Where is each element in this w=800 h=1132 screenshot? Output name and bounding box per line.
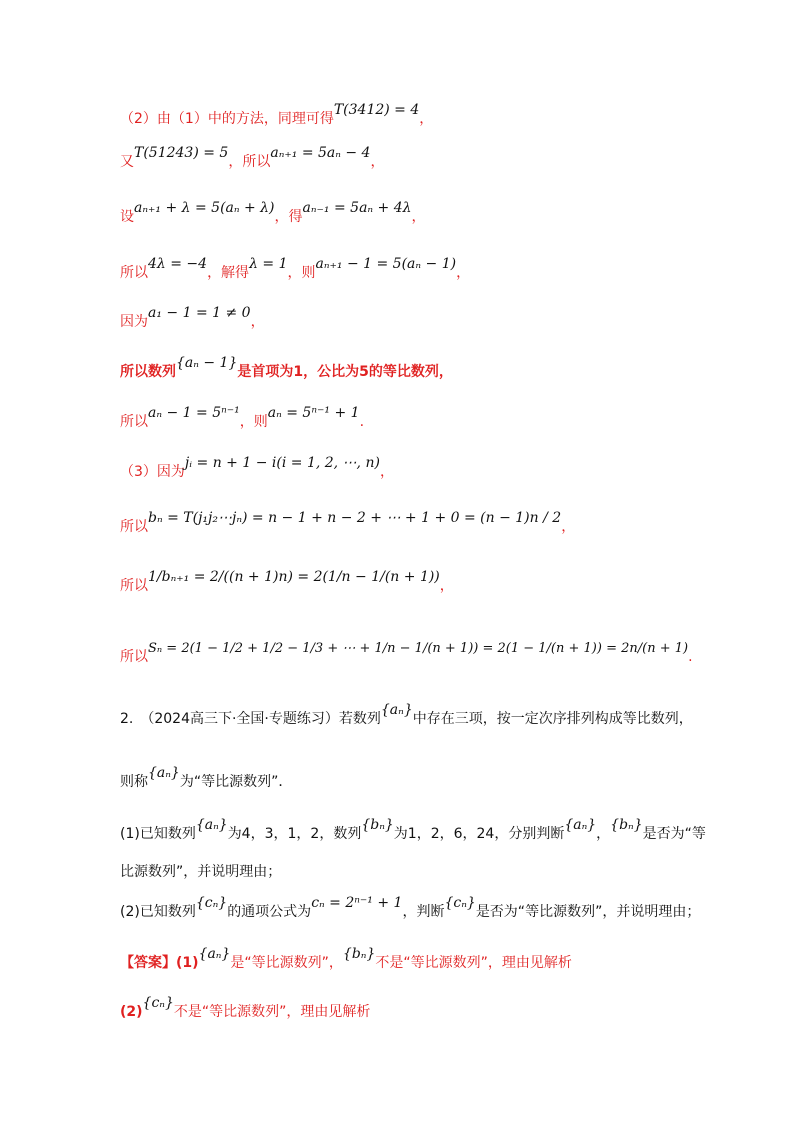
math-formula: bₙ = T(j₁j₂⋯jₙ) = n − 1 + n − 2 + ⋯ + 1 + 0 = (n − 1)n / 2 — [148, 510, 562, 526]
text: 是首项为1，公比为5的等比数列， — [237, 364, 453, 380]
problem-line-5 — [120, 895, 701, 923]
problem-line-3 — [120, 817, 706, 845]
problem-line-4 — [120, 861, 281, 883]
answer-label: (2) — [120, 1004, 143, 1020]
math-formula: {bₙ} — [342, 946, 376, 962]
math-formula: {bₙ} — [610, 817, 643, 833]
solution-line-6 — [120, 355, 453, 383]
text: ， — [250, 314, 265, 330]
math-formula: {aₙ} — [564, 817, 597, 833]
text: ， — [419, 111, 434, 127]
math-formula: aₙ₋₁ = 5aₙ + 4λ — [302, 200, 412, 216]
text: ，则 — [287, 265, 316, 281]
text: 所以数列 — [120, 364, 176, 380]
solution-line-1 — [120, 102, 434, 130]
text: ， — [596, 826, 611, 842]
text: (1)已知数列 — [120, 826, 196, 842]
text: 因为 — [120, 314, 148, 330]
text: 的通项公式为 — [227, 904, 312, 920]
text: 所以 — [120, 265, 148, 281]
text: . — [688, 649, 693, 665]
text: （2）由（1）中的方法，同理可得 — [120, 111, 334, 127]
math-formula: {aₙ} — [195, 817, 228, 833]
math-formula: aₙ₊₁ = 5aₙ − 4 — [270, 145, 371, 161]
answer-line-1 — [120, 946, 572, 974]
text: 为4，3，1，2，数列 — [227, 826, 362, 842]
text: ，判断 — [402, 904, 445, 920]
solution-line-2 — [120, 145, 385, 173]
solution-line-9 — [120, 510, 576, 538]
math-formula: {cₙ} — [444, 895, 476, 911]
math-formula: T(51243) = 5 — [134, 145, 229, 161]
solution-line-11 — [120, 641, 693, 669]
text: 是“等比源数列”， — [230, 955, 343, 971]
text: （3）因为 — [120, 464, 185, 480]
text: 是否为“等 — [642, 826, 706, 842]
problem-line-1 — [120, 702, 693, 730]
solution-line-5 — [120, 305, 265, 333]
text: ， — [439, 578, 454, 594]
solution-line-4 — [120, 256, 471, 284]
solution-line-7 — [120, 405, 365, 433]
text: 所以 — [120, 414, 148, 430]
text: ，则 — [239, 414, 268, 430]
math-formula: aₙ − 1 = 5ⁿ⁻¹ — [148, 405, 240, 421]
text: 设 — [120, 209, 134, 225]
math-formula: {cₙ} — [142, 995, 174, 1011]
math-formula: {aₙ} — [198, 946, 231, 962]
text: (2)已知数列 — [120, 904, 196, 920]
math-formula: cₙ = 2ⁿ⁻¹ + 1 — [311, 895, 403, 911]
math-formula: {cₙ} — [195, 895, 228, 911]
text: 为“等比源数列”． — [179, 774, 293, 790]
text: ，解得 — [207, 265, 250, 281]
problem-line-2 — [120, 765, 293, 793]
text: . — [359, 414, 365, 430]
text: 2. （2024高三下·全国·专题练习）若数列 — [120, 711, 381, 727]
math-formula: jᵢ = n + 1 − i(i = 1, 2, ⋯, n) — [184, 455, 380, 471]
math-formula: {bₙ} — [361, 817, 394, 833]
solution-line-10 — [120, 569, 454, 597]
text: ， — [456, 265, 471, 281]
math-formula: {aₙ − 1} — [176, 355, 238, 371]
answer-label: 【答案】(1) — [120, 955, 199, 971]
text: ， — [411, 209, 426, 225]
math-formula: 1/bₙ₊₁ = 2/((n + 1)n) = 2(1/n − 1/(n + 1)) — [148, 569, 440, 585]
text: 所以 — [120, 519, 148, 535]
solution-line-3 — [120, 200, 426, 228]
text: ，所以 — [228, 154, 271, 170]
text: ， — [379, 464, 394, 480]
text: 不是“等比源数列”，理由见解析 — [375, 955, 572, 971]
text: 是否为“等比源数列”，并说明理由； — [475, 904, 701, 920]
text: 所以 — [120, 578, 148, 594]
text: 不是“等比源数列”，理由见解析 — [173, 1004, 371, 1020]
math-formula: aₙ = 5ⁿ⁻¹ + 1 — [267, 405, 360, 421]
math-formula: a₁ − 1 = 1 ≠ 0 — [148, 305, 251, 321]
text: 所以 — [120, 649, 148, 665]
text: 中存在三项，按一定次序排列构成等比数列， — [412, 711, 693, 727]
math-formula: aₙ₊₁ + λ = 5(aₙ + λ) — [134, 200, 275, 216]
text: ， — [370, 154, 385, 170]
text: 又 — [120, 154, 134, 170]
text: ， — [561, 519, 576, 535]
math-formula: aₙ₊₁ − 1 = 5(aₙ − 1) — [315, 256, 457, 272]
text: 为1，2，6，24，分别判断 — [393, 826, 565, 842]
answer-line-2 — [120, 995, 371, 1023]
text: ，得 — [274, 209, 303, 225]
math-formula: λ = 1 — [249, 256, 288, 272]
math-formula: T(3412) = 4 — [333, 102, 420, 118]
math-formula: 4λ = −4 — [148, 256, 208, 272]
math-formula: {aₙ} — [148, 765, 180, 781]
math-formula: {aₙ} — [380, 702, 413, 718]
math-formula: Sₙ = 2(1 − 1/2 + 1/2 − 1/3 + ⋯ + 1/n − 1/(n + 1)) = 2(1 − 1/(n + 1)) = 2n/(n + 1) — [148, 641, 689, 656]
solution-line-8 — [120, 455, 394, 483]
text: 则称 — [120, 774, 148, 790]
text: 比源数列”，并说明理由； — [120, 864, 282, 880]
